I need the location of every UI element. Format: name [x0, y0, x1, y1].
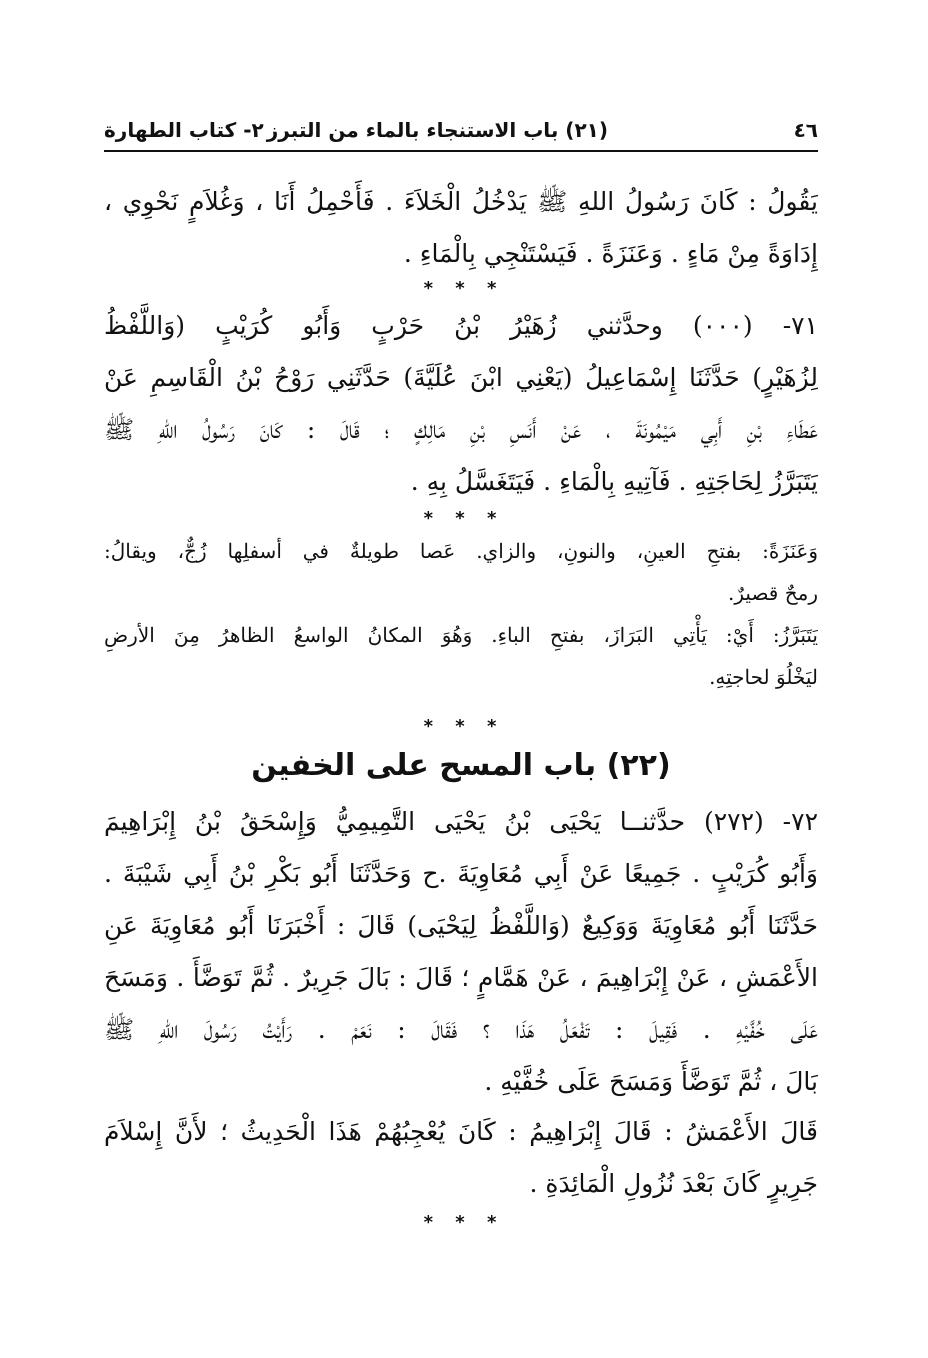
hadith-line: بَالَ ، ثُمَّ تَوَضَّأَ وَمَسَحَ عَلَى خُفَّيْهِ .	[484, 1067, 818, 1096]
page-header	[104, 112, 818, 146]
hadith-line: حَدَّثَنَا أَبُو مُعَاوِيَةَ وَوَكِيعٌ (وَاللَّفْظُ لِيَحْيَى) قَالَ : أَخْبَرَنَا أَبُو مُعَاوِيَةَ عَنِ	[104, 911, 818, 940]
hadith-72	[104, 796, 818, 1108]
header-rule	[104, 150, 818, 152]
page-number: ٤٦	[793, 118, 818, 142]
hadith-line: الأَعْمَشِ ، عَنْ إِبْرَاهِيمَ ، عَنْ هَمَّامٍ ؛ قَالَ : بَالَ جَرِيرٌ . ثُمَّ تَوَضَّأَ . وَمَسَحَ	[104, 963, 818, 992]
hadith-line: لِزُهَيْرٍ) حَدَّثَنَا إِسْمَاعِيلُ (يَعْنِي ابْنَ عُلَيَّةَ) حَدَّثَنِي رَوْحُ بْنُ الْقَاسِمِ عَنْ	[104, 363, 818, 392]
hadith-continuation	[104, 176, 818, 280]
separator-stars: * * *	[423, 1212, 505, 1233]
note-line: رمحٌ قصيرٌ.	[728, 581, 818, 605]
hadith-line: ٧٢- (٢٧٢) حدَّثنــا يَحْيَى بْنُ يَحْيَى التَّمِيمِيُّ وَإِسْحَقُ بْنُ إِبْرَاهِيمَ	[104, 807, 818, 836]
running-chapter-title: (٢١) باب الاستنجاء بالماء من التبرز	[266, 118, 608, 142]
text-line: إِدَاوَةً مِنْ مَاءٍ . وَعَنَزَةً . فَيَسْتَنْجِي بِالْمَاءِ .	[403, 239, 818, 268]
comment-line: جَرِيرٍ كَانَ بَعْدَ نُزُولِ الْمَائِدَةِ .	[529, 1169, 818, 1198]
separator-stars: * * *	[423, 716, 505, 737]
note-line: ليَخْلُوَ لحاجتِهِ.	[709, 665, 818, 689]
chapter-heading: (٢٢) باب المسح على الخفين	[251, 748, 671, 783]
comment-line: قَالَ الأَعْمَشُ : قَالَ إِبْرَاهِيمُ : كَانَ يُعْجِبُهُمْ هَذَا الْحَدِيثُ ؛ لأَنَّ إِسْلاَمَ	[104, 1117, 818, 1146]
running-book-title: ٢- كتاب الطهارة	[104, 118, 264, 142]
text-line: يَقُولُ : كَانَ رَسُولُ اللهِ ﷺ يَدْخُلُ الْخَلاَءَ . فَأَحْمِلُ أَنَا ، وَغُلاَمٍ نَحْوِي ،	[104, 187, 818, 216]
hadith-71	[104, 300, 818, 508]
note-line: يَتَبَرَّزُ: أَيْ: يَأْتِي البَرَازَ، بفتحِ الباءِ. وَهُوَ المكانُ الواسعُ الظاهرُ مِنَ الأرضِ	[104, 623, 818, 647]
separator-stars: * * *	[423, 508, 505, 529]
hadith-line: وَأَبُو كُرَيْبٍ . جَمِيعًا عَنْ أَبِي مُعَاوِيَةَ .ح وَحَدَّثَنَا أَبُو بَكْرِ بْنُ أَبِي شَيْبَةَ .	[104, 859, 818, 888]
hadith-line: ٧١- (٠٠٠) وحدَّثني زُهَيْرُ بْنُ حَرْبٍ وَأَبُو كُرَيْبٍ (وَاللَّفْظُ	[104, 311, 818, 340]
hadith-line: عَلَى خُفَّيْهِ . فَقِيلَ : تَفْعَلُ هَذَا ؟ فَقَالَ : نَعَمْ . رَأَيْتُ رَسُولَ اللهِ ﷺ	[104, 1015, 818, 1044]
hadith-line: يَتَبَرَّزُ لِحَاجَتِهِ . فَآتِيهِ بِالْمَاءِ . فَيَتَغَسَّلُ بِهِ .	[410, 467, 818, 496]
separator-stars: * * *	[423, 278, 505, 299]
aamash-comment	[104, 1106, 818, 1210]
note-line: وَعَنَزَةً: بفتحِ العينِ، والنونِ، والزاي. عَصا طويلةٌ في أسفلِها زُجٌّ، ويقالُ:	[104, 539, 818, 563]
explanatory-notes	[104, 530, 818, 698]
hadith-line: عَطَاءِ بْنِ أَبِي مَيْمُونَةَ ، عَنْ أَنَسِ بْنِ مَالِكٍ ؛ قَالَ : كَانَ رَسُولُ اللهِ ﷺ	[104, 415, 818, 444]
